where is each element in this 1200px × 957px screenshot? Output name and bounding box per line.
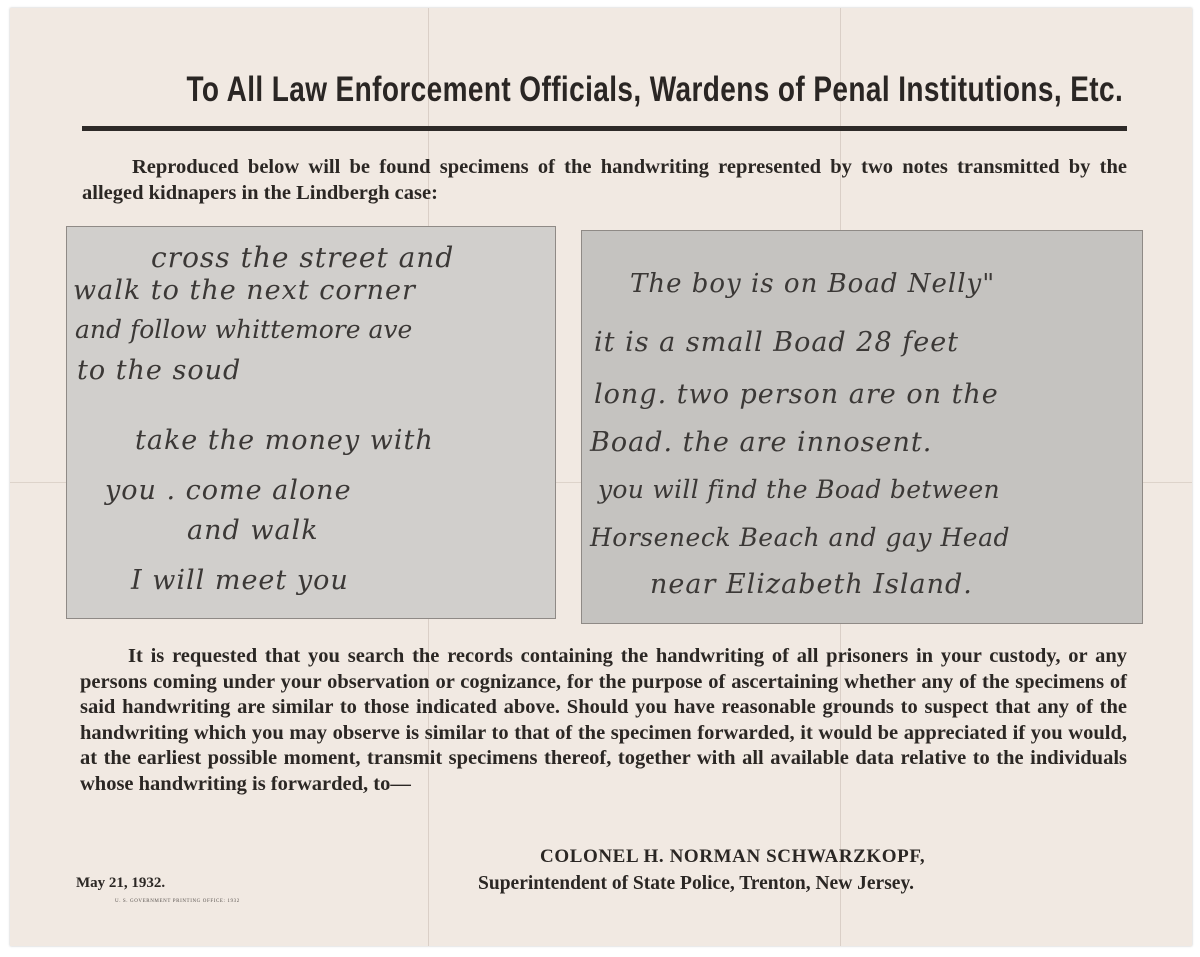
headline-rule — [82, 126, 1127, 131]
notice-sheet — [10, 8, 1192, 946]
handwriting-line: Boad. the are innosent. — [590, 427, 933, 458]
intro-paragraph: Reproduced below will be found specimens of the handwriting represented by two notes transmitted by the alleged kidnapers in the Lindbergh case: — [82, 156, 1127, 204]
signatory-name: COLONEL H. NORMAN SCHWARZKOPF, — [540, 846, 926, 867]
handwriting-specimen-right — [581, 230, 1143, 624]
handwriting-line: long. two person are on the — [594, 379, 999, 410]
handwriting-line: Horseneck Beach and gay Head — [590, 523, 1010, 552]
handwriting-line: I will meet you — [131, 565, 349, 596]
signatory-title: Superintendent of State Police, Trenton, New Jersey. — [478, 873, 914, 894]
handwriting-line: The boy is on Boad Nelly" — [630, 269, 996, 299]
handwriting-line: walk to the next corner — [73, 275, 416, 306]
handwriting-line: you . come alone — [105, 475, 352, 506]
handwriting-line: and walk — [187, 515, 319, 546]
printer-imprint: U. S. GOVERNMENT PRINTING OFFICE: 1932 — [115, 899, 240, 904]
request-paragraph: It is requested that you search the records containing the handwriting of all prisoners in your custody, or any persons coming under your observation or cognizance, for the purpose of ascertaining whether any of the specimens of said handwriting are similar to those indicated above. Should you have reasonable grounds to suspect that any of the handwriting which you may observe is similar to that of the specimen forwarded, it would be appreciated if you would, at the earliest possible moment, transmit specimens thereof, together with all available data relative to the individuals whose handwriting is forwarded, to— — [80, 645, 1127, 795]
handwriting-line: it is a small Boad 28 feet — [594, 327, 960, 358]
handwriting-line: to the soud — [77, 355, 242, 386]
handwriting-specimen-left — [66, 226, 556, 619]
handwriting-line: you will find the Boad between — [598, 475, 1000, 504]
handwriting-line: and follow whittemore ave — [75, 315, 413, 344]
notice-date: May 21, 1932. — [76, 875, 166, 891]
handwriting-line: near Elizabeth Island. — [650, 569, 973, 600]
handwriting-line: take the money with — [135, 425, 434, 456]
handwriting-line: cross the street and — [151, 241, 455, 274]
notice-headline: To All Law Enforcement Officials, Wardens of Penal Institutions, Etc. — [186, 70, 1124, 109]
